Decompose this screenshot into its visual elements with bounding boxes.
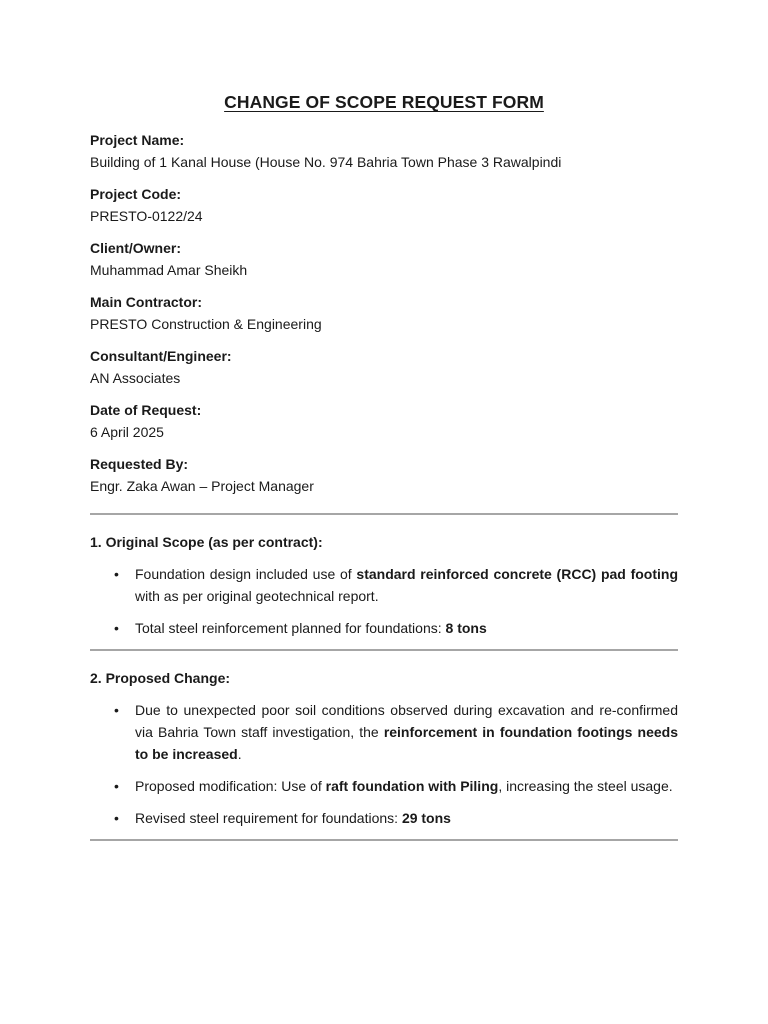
field-project-code <box>90 183 678 227</box>
field-date-of-request <box>90 399 678 443</box>
bullet-icon: • <box>114 566 119 582</box>
list-item-emphasis: 29 tons <box>401 810 451 826</box>
section-divider <box>90 839 678 841</box>
section-heading-original-scope: 1. Original Scope (as per contract): <box>90 534 323 550</box>
section-heading-proposed-change: 2. Proposed Change: <box>90 670 231 686</box>
list-item <box>90 807 678 829</box>
field-label: Project Name: <box>90 132 185 148</box>
field-value: PRESTO Construction & Engineering <box>90 316 322 332</box>
section-divider <box>90 649 678 651</box>
bullet-icon: • <box>114 778 119 794</box>
list-item <box>90 775 678 797</box>
bullet-icon: • <box>114 620 119 636</box>
list-item-emphasis: standard reinforced concrete (RCC) pad footing <box>356 566 678 582</box>
field-label: Project Code: <box>90 186 182 202</box>
list-item-text: Total steel reinforcement planned for foundations: <box>135 620 446 636</box>
list-item <box>90 699 678 765</box>
document-page <box>90 92 678 841</box>
list-item-text: with as per original geotechnical report. <box>135 588 379 604</box>
field-value: PRESTO-0122/24 <box>90 208 203 224</box>
list-item-emphasis: 8 tons <box>445 620 487 636</box>
field-label: Main Contractor: <box>90 294 202 310</box>
field-value: Muhammad Amar Sheikh <box>90 262 248 278</box>
field-label: Client/Owner: <box>90 240 182 256</box>
list-item <box>90 563 678 607</box>
form-title: CHANGE OF SCOPE REQUEST FORM <box>224 92 544 112</box>
list-item-text: , increasing the steel usage. <box>498 778 673 794</box>
field-project-name <box>90 129 678 173</box>
field-value: AN Associates <box>90 370 181 386</box>
field-label: Consultant/Engineer: <box>90 348 232 364</box>
field-requested-by <box>90 453 678 497</box>
field-client-owner <box>90 237 678 281</box>
list-item-text: Due to unexpected poor soil conditions observed during excavation and re-confirmed via Bahria Town staff investigation, the <box>135 702 678 740</box>
list-item <box>90 617 678 639</box>
list-item-emphasis: reinforcement in foundation footings needs to be increased <box>135 724 679 762</box>
proposed-change-list <box>90 699 678 829</box>
bullet-icon: • <box>114 810 119 826</box>
list-item-emphasis: raft foundation with Piling <box>325 778 499 794</box>
bullet-icon: • <box>114 702 119 718</box>
list-item-text: Proposed modification: Use of <box>135 778 326 794</box>
list-item-text: Foundation design included use of <box>135 566 357 582</box>
section-divider <box>90 513 678 515</box>
list-item-text: . <box>237 746 242 762</box>
field-value: Building of 1 Kanal House (House No. 974 Bahria Town Phase 3 Rawalpindi <box>90 154 562 170</box>
field-value: Engr. Zaka Awan – Project Manager <box>90 478 314 494</box>
original-scope-list <box>90 563 678 639</box>
list-item-text: Revised steel requirement for foundations: <box>135 810 402 826</box>
field-main-contractor <box>90 291 678 335</box>
field-label: Date of Request: <box>90 402 202 418</box>
field-value: 6 April 2025 <box>90 424 164 440</box>
field-consultant-engineer <box>90 345 678 389</box>
field-label: Requested By: <box>90 456 189 472</box>
